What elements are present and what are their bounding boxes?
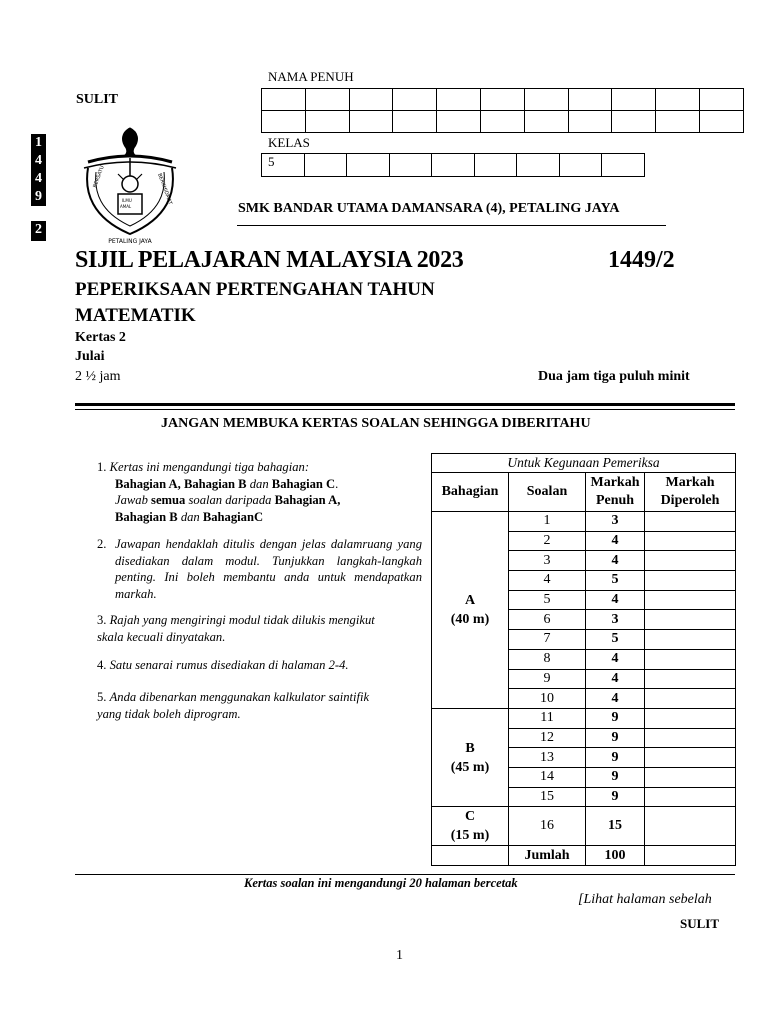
duration-words: Dua jam tiga puluh minit [538, 369, 690, 384]
school-underline [237, 225, 666, 226]
exam-subtitle: PEPERIKSAAN PERTENGAHAN TAHUN [75, 279, 435, 300]
page-number: 1 [396, 948, 403, 963]
score-cell[interactable] [645, 708, 736, 728]
header-markah-diperoleh: Markah Diperoleh [645, 473, 736, 512]
table-row: 15 9 [432, 787, 736, 807]
instruction-2: 2. Jawapan hendaklah ditulis dengan jelas dalamruang yang disediakan dalam modul. Tunjukkan langkah-langkah penting. Ini boleh membantu anda untuk mendapatkan markah. [97, 537, 422, 601]
header-markah-penuh: Markah Penuh [586, 473, 645, 512]
score-cell[interactable] [645, 590, 736, 610]
duration: 2 ½ jam [75, 369, 121, 384]
table-row: 5 4 [432, 590, 736, 610]
table-row: 4 5 [432, 571, 736, 591]
examiner-table [431, 453, 736, 866]
class-value: 5 [262, 154, 305, 177]
table-row: 10 4 [432, 689, 736, 709]
table-row: C (15 m) 16 15 [432, 807, 736, 846]
score-cell[interactable] [645, 767, 736, 787]
score-cell[interactable] [645, 531, 736, 551]
section-b: B (45 m) [432, 708, 509, 806]
name-grid[interactable] [261, 88, 744, 133]
total-row [432, 846, 736, 866]
score-cell[interactable] [645, 571, 736, 591]
month-label: Julai [75, 349, 105, 364]
school-name: SMK BANDAR UTAMA DAMANSARA (4), PETALING JAYA [238, 201, 620, 216]
code-digit: 1 [35, 135, 42, 150]
code-digit: 4 [35, 153, 42, 168]
school-logo [74, 122, 186, 246]
instruction-5: 5. Anda dibenarkan menggunakan kalkulator saintifik yang tidak boleh diprogram. [97, 690, 370, 721]
subject-title: MATEMATIK [75, 305, 196, 326]
table-row: 7 5 [432, 630, 736, 650]
class-label: KELAS [268, 135, 310, 150]
footer-divider [75, 874, 735, 875]
score-cell[interactable] [645, 551, 736, 571]
section-c: C (15 m) [432, 807, 509, 846]
table-row: 12 9 [432, 728, 736, 748]
score-cell[interactable] [645, 807, 736, 846]
divider-thick [75, 403, 735, 406]
logo-caption: PETALING JAYA [108, 238, 152, 245]
code-digit: 9 [35, 189, 42, 204]
paper-label: Kertas 2 [75, 330, 126, 345]
score-cell[interactable] [645, 610, 736, 630]
table-row: 9 4 [432, 669, 736, 689]
score-cell[interactable] [645, 512, 736, 532]
total-label: Jumlah [509, 846, 586, 866]
table-row: 13 9 [432, 748, 736, 768]
svg-text:BERSATU: BERSATU [92, 164, 106, 189]
exam-title: SIJIL PELAJARAN MALAYSIA 2023 [75, 247, 464, 273]
table-row: A (40 m) 1 3 [432, 512, 736, 532]
instruction-4: 4. Satu senarai rumus disediakan di halaman 2-4. [97, 658, 349, 672]
sulit-label: SULIT [76, 92, 119, 107]
header-bahagian: Bahagian [432, 473, 509, 512]
footer-sulit: SULIT [680, 916, 720, 931]
total-marks: 100 [586, 846, 645, 866]
paper-code-box [31, 134, 46, 206]
instruction-3: 3. Rajah yang mengiringi modul tidak dilukis mengikut skala kecuali dinyatakan. [97, 613, 375, 644]
page-count-note: Kertas soalan ini mengandungi 20 halaman bercetak [244, 876, 518, 890]
code-digit: 4 [35, 171, 42, 186]
score-cell[interactable] [645, 748, 736, 768]
table-row: 2 4 [432, 531, 736, 551]
divider-thin [75, 409, 735, 410]
table-caption: Untuk Kegunaan Pemeriksa [432, 454, 736, 473]
paper-code: 1449/2 [608, 247, 675, 273]
score-cell[interactable] [645, 689, 736, 709]
table-row: 3 4 [432, 551, 736, 571]
warning-text: JANGAN MEMBUKA KERTAS SOALAN SEHINGGA DIBERITAHU [161, 416, 591, 431]
header-soalan: Soalan [509, 473, 586, 512]
table-row: B (45 m) 11 9 [432, 708, 736, 728]
next-page-note: [Lihat halaman sebelah [578, 892, 712, 907]
score-cell[interactable] [645, 630, 736, 650]
svg-text:BERKHIDMAT: BERKHIDMAT [156, 172, 173, 206]
table-row: 8 4 [432, 649, 736, 669]
svg-text:ILMU: ILMU [122, 198, 132, 203]
paper-number-box: 2 [31, 221, 46, 241]
total-score-cell[interactable] [645, 846, 736, 866]
score-cell[interactable] [645, 669, 736, 689]
instruction-1: 1. Kertas ini mengandungi tiga bahagian: Bahagian A, Bahagian B dan Bahagian C. Jawab semua soalan daripada Bahagian A, Bahagian B dan BahagianC [97, 460, 341, 524]
class-grid[interactable] [261, 153, 645, 177]
table-row: 14 9 [432, 767, 736, 787]
score-cell[interactable] [645, 787, 736, 807]
table-row: 6 3 [432, 610, 736, 630]
score-cell[interactable] [645, 649, 736, 669]
name-label: NAMA PENUH [268, 69, 354, 84]
score-cell[interactable] [645, 728, 736, 748]
section-a: A (40 m) [432, 512, 509, 709]
svg-text:AMAL: AMAL [120, 204, 132, 209]
